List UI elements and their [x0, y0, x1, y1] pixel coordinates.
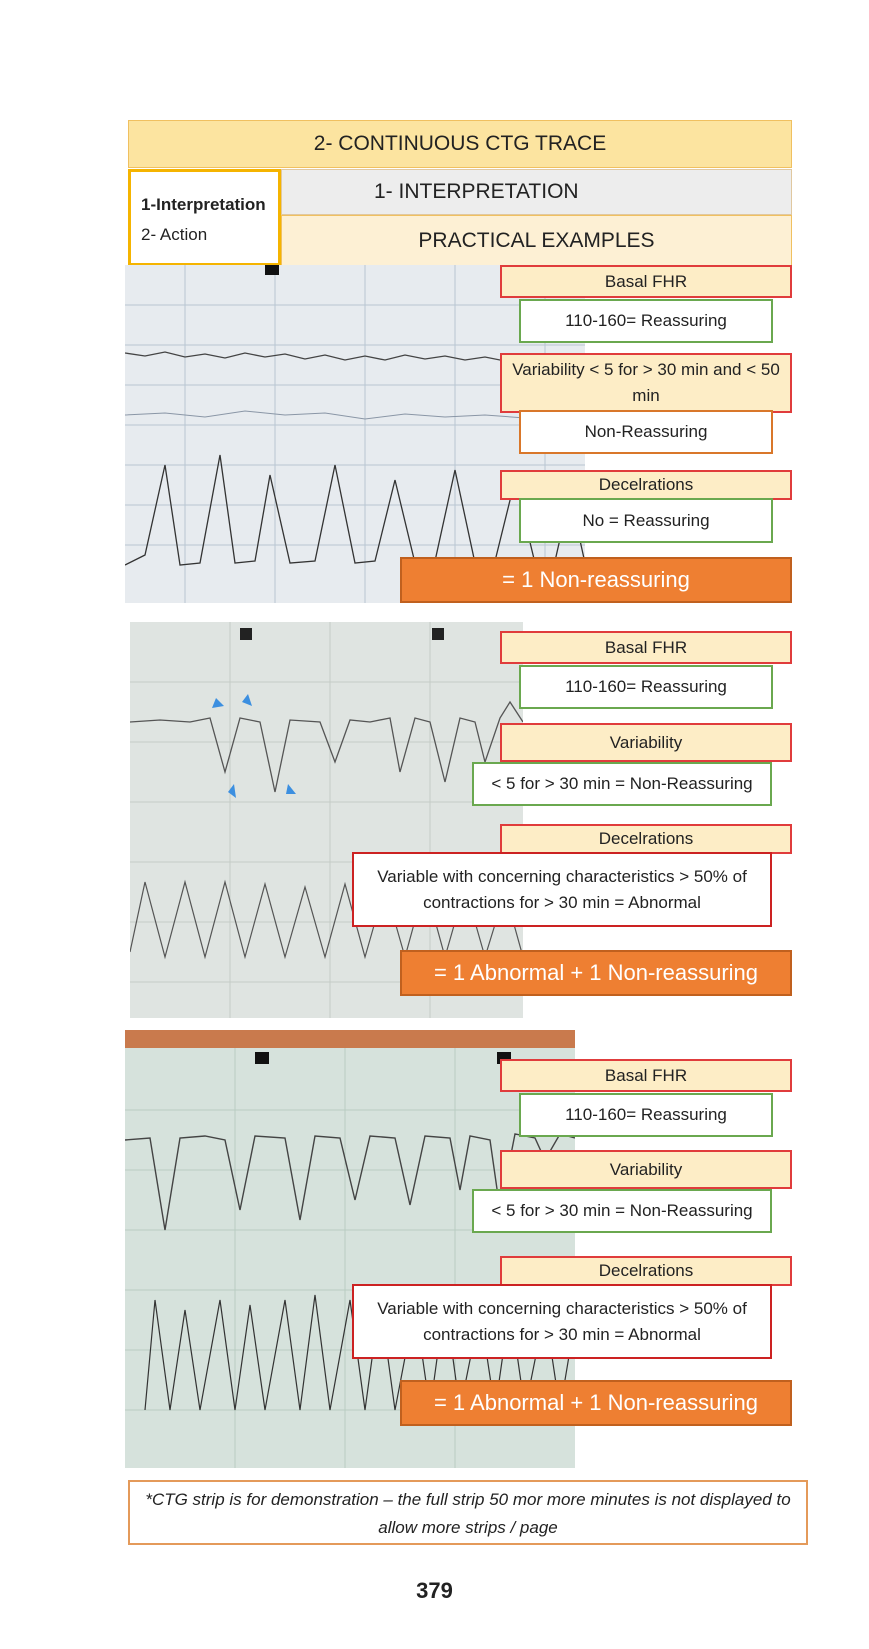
decelerations-value-3: Variable with concerning characteristics > 50% of contractions for > 30 min = Abnormal [352, 1284, 772, 1359]
result-badge-3: = 1 Abnormal + 1 Non-reassuring [400, 1380, 792, 1426]
ctg-strip-photo-1 [125, 265, 585, 603]
basal-fhr-value-1: 110-160= Reassuring [519, 299, 773, 343]
decelerations-label-2: Decelrations [500, 824, 792, 854]
variability-label-2: Variability [500, 723, 792, 762]
footnote: *CTG strip is for demonstration – the full strip 50 mor more minutes is not displayed to allow more strips / page [128, 1480, 808, 1545]
page-number: 379 [416, 1578, 453, 1603]
decelerations-value-1: No = Reassuring [519, 498, 773, 543]
variability-value-2: < 5 for > 30 min = Non-Reassuring [472, 762, 772, 806]
basal-fhr-value-3: 110-160= Reassuring [519, 1093, 773, 1137]
basal-fhr-value-2: 110-160= Reassuring [519, 665, 773, 709]
page-title: 2- CONTINUOUS CTG TRACE [128, 120, 792, 168]
nav-item-interpretation[interactable]: 1-Interpretation [141, 195, 266, 214]
subsection-title: PRACTICAL EXAMPLES [281, 215, 792, 266]
decelerations-value-2: Variable with concerning characteristics > 50% of contractions for > 30 min = Abnormal [352, 852, 772, 927]
navigation-box [128, 169, 281, 266]
decelerations-label-3: Decelrations [500, 1256, 792, 1286]
nav-item-action[interactable]: 2- Action [141, 225, 208, 244]
section-title: 1- INTERPRETATION [281, 169, 792, 215]
variability-value-3: < 5 for > 30 min = Non-Reassuring [472, 1189, 772, 1233]
variability-label-1: Variability < 5 for > 30 min and < 50 min [500, 353, 792, 413]
result-badge-1: = 1 Non-reassuring [400, 557, 792, 603]
result-badge-2: = 1 Abnormal + 1 Non-reassuring [400, 950, 792, 996]
ctg-strip-graphic-1 [125, 265, 585, 603]
basal-fhr-label-2: Basal FHR [500, 631, 792, 664]
basal-fhr-label-3: Basal FHR [500, 1059, 792, 1092]
decelerations-label-1: Decelrations [500, 470, 792, 500]
variability-value-1: Non-Reassuring [519, 410, 773, 454]
basal-fhr-label-1: Basal FHR [500, 265, 792, 298]
variability-label-3: Variability [500, 1150, 792, 1189]
